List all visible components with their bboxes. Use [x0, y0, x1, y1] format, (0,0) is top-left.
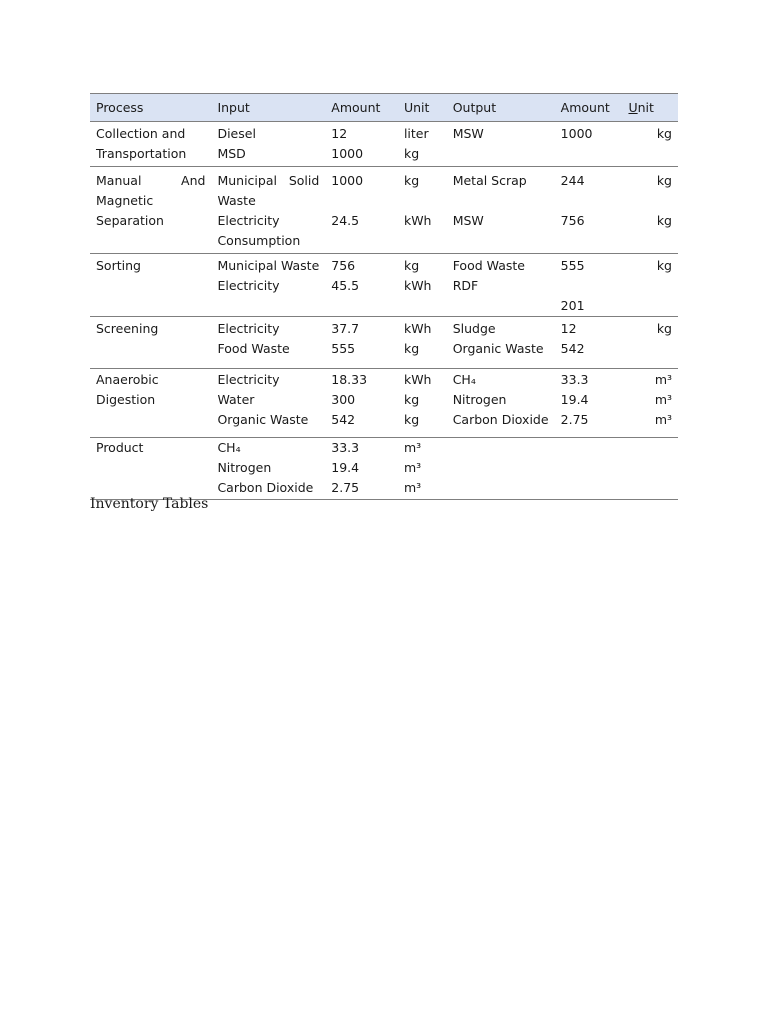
cell-text: kg	[656, 173, 672, 188]
cell-text: Nitrogen	[452, 392, 507, 407]
table-row	[90, 369, 678, 438]
cell-text: Nitrogen	[217, 460, 272, 475]
cell-text: 18.33	[331, 372, 368, 387]
cell-text: Water	[217, 392, 255, 407]
cell-text: CH₄	[217, 440, 241, 455]
cell-text: 542	[560, 341, 585, 356]
cell-amount-in	[325, 369, 398, 438]
table-header-row	[90, 94, 678, 122]
inventory-table	[90, 93, 678, 500]
cell-text: Electricity	[217, 213, 280, 228]
cell-text: Screening	[96, 321, 159, 336]
cell-unit-out	[622, 438, 678, 500]
cell-text: RDF	[452, 278, 479, 293]
cell-text: 1000	[331, 173, 364, 188]
cell-amount-in	[325, 254, 398, 317]
cell-text	[331, 191, 392, 211]
cell-text: 1000	[560, 126, 593, 141]
cell-amount-out	[555, 122, 623, 167]
cell-unit-out	[622, 317, 678, 369]
cell-text: Waste	[217, 193, 256, 208]
cell-process	[90, 167, 211, 254]
cell-output	[447, 167, 555, 254]
cell-unit-out	[622, 254, 678, 317]
cell-text: 300	[331, 392, 356, 407]
table-row	[90, 254, 678, 317]
cell-unit-out	[622, 167, 678, 254]
cell-amount-in	[325, 438, 398, 500]
cell-amount-out	[555, 167, 623, 254]
cell-output	[447, 254, 555, 317]
cell-amount-in	[325, 317, 398, 369]
cell-justified-line	[96, 171, 205, 191]
cell-process	[90, 369, 211, 438]
cell-text: kg	[403, 146, 420, 161]
cell-unit-out	[622, 369, 678, 438]
cell-amount-out	[555, 254, 623, 317]
cell-text: m³	[403, 460, 422, 475]
cell-text: kg	[403, 392, 420, 407]
cell-text: Sludge	[452, 321, 496, 336]
cell-text: CH₄	[452, 372, 476, 387]
cell-text: Magnetic	[96, 193, 154, 208]
cell-text	[628, 191, 672, 211]
cell-output	[447, 369, 555, 438]
cell-input	[211, 317, 325, 369]
header-amount-in: Amount	[325, 94, 398, 122]
cell-text: Sorting	[96, 258, 141, 273]
cell-text: 24.5	[331, 213, 360, 228]
cell-text: 45.5	[331, 278, 360, 293]
cell-unit-in	[398, 317, 447, 369]
cell-amount-in	[325, 167, 398, 254]
header-unit-in: Unit	[398, 94, 447, 122]
cell-text: 2.75	[331, 480, 360, 495]
cell-text: m³	[403, 440, 422, 455]
cell-amount-out	[555, 317, 623, 369]
cell-text: MSW	[452, 126, 484, 141]
cell-text: kg	[403, 341, 420, 356]
cell-text: kg	[403, 173, 420, 188]
cell-text: Digestion	[96, 392, 156, 407]
cell-text: m³	[654, 392, 672, 407]
cell-text: 542	[331, 412, 356, 427]
cell-text: 19.4	[560, 392, 589, 407]
header-process: Process	[90, 94, 211, 122]
cell-output	[447, 438, 555, 500]
cell-text: MSW	[452, 213, 484, 228]
cell-text: 555	[560, 258, 585, 273]
cell-text: kg	[656, 126, 672, 141]
header-unit-out-first: U	[628, 99, 638, 115]
cell-process	[90, 438, 211, 500]
cell-input	[211, 254, 325, 317]
cell-text	[561, 191, 617, 211]
cell-input	[211, 438, 325, 500]
cell-text: 555	[331, 341, 356, 356]
cell-text: Separation	[96, 213, 164, 228]
header-unit-out	[622, 94, 678, 122]
cell-text: MSD	[217, 146, 246, 161]
cell-text: Organic Waste	[452, 341, 544, 356]
cell-text: 33.3	[331, 440, 360, 455]
header-output: Output	[447, 94, 555, 122]
table-row	[90, 167, 678, 254]
cell-text: Electricity	[217, 321, 280, 336]
cell-text: m³	[654, 412, 672, 427]
cell-text: kg	[403, 412, 420, 427]
cell-text: liter	[403, 126, 429, 141]
cell-output	[447, 317, 555, 369]
cell-unit-in	[398, 254, 447, 317]
table-row	[90, 122, 678, 167]
cell-text: Solid	[288, 173, 320, 188]
cell-amount-out	[555, 438, 623, 500]
cell-text: Food Waste	[217, 341, 290, 356]
cell-text: 1000	[331, 146, 364, 161]
cell-text: 756	[331, 258, 356, 273]
cell-text: 37.7	[331, 321, 360, 336]
cell-text: Electricity	[217, 278, 280, 293]
table-caption: Inventory Tables	[90, 496, 209, 512]
cell-text: kg	[656, 213, 672, 228]
cell-text: Metal Scrap	[452, 173, 527, 188]
cell-text	[453, 191, 549, 211]
cell-text: 756	[560, 213, 585, 228]
cell-unit-out	[622, 122, 678, 167]
cell-text: kWh	[403, 321, 432, 336]
cell-text: Municipal	[217, 173, 277, 188]
cell-text: Anaerobic	[96, 372, 159, 387]
cell-text: m³	[654, 372, 672, 387]
table-row	[90, 438, 678, 500]
cell-unit-in	[398, 369, 447, 438]
cell-amount-out	[555, 369, 623, 438]
cell-text: 19.4	[331, 460, 360, 475]
cell-text: Diesel	[217, 126, 256, 141]
cell-justified-line	[217, 171, 319, 191]
cell-text: Food Waste	[452, 258, 525, 273]
cell-text: Product	[96, 440, 144, 455]
cell-input	[211, 167, 325, 254]
cell-text: Organic Waste	[217, 412, 309, 427]
cell-text: m³	[403, 480, 422, 495]
cell-text: kWh	[403, 213, 432, 228]
cell-text: kWh	[403, 372, 432, 387]
cell-text: kg	[656, 321, 672, 336]
cell-text: Electricity	[217, 372, 280, 387]
cell-text: Transportation	[96, 146, 187, 161]
cell-text: 33.3	[560, 372, 589, 387]
cell-text: 2.75	[560, 412, 589, 427]
cell-text: Collection and	[96, 126, 186, 141]
cell-output	[447, 122, 555, 167]
cell-text: 12	[560, 321, 577, 336]
cell-text	[561, 276, 617, 296]
cell-text: kWh	[403, 278, 432, 293]
cell-unit-in	[398, 438, 447, 500]
cell-text: kg	[403, 258, 420, 273]
cell-text: kg	[656, 258, 672, 273]
cell-unit-in	[398, 122, 447, 167]
cell-text: Consumption	[217, 233, 301, 248]
cell-input	[211, 369, 325, 438]
cell-process	[90, 122, 211, 167]
cell-text: Carbon Dioxide	[217, 480, 314, 495]
cell-text: 12	[331, 126, 348, 141]
cell-process	[90, 254, 211, 317]
cell-text: 244	[560, 173, 585, 188]
cell-text: And	[181, 173, 206, 188]
cell-text: Carbon Dioxide	[452, 412, 549, 427]
header-input: Input	[211, 94, 325, 122]
cell-text: Manual	[96, 173, 142, 188]
cell-text: 201	[560, 298, 585, 313]
cell-unit-in	[398, 167, 447, 254]
cell-text: Municipal Waste	[217, 258, 320, 273]
cell-text	[404, 191, 441, 211]
table-row	[90, 317, 678, 369]
cell-input	[211, 122, 325, 167]
cell-amount-in	[325, 122, 398, 167]
header-amount-out: Amount	[555, 94, 623, 122]
header-unit-out-rest: nit	[637, 99, 654, 115]
cell-process	[90, 317, 211, 369]
